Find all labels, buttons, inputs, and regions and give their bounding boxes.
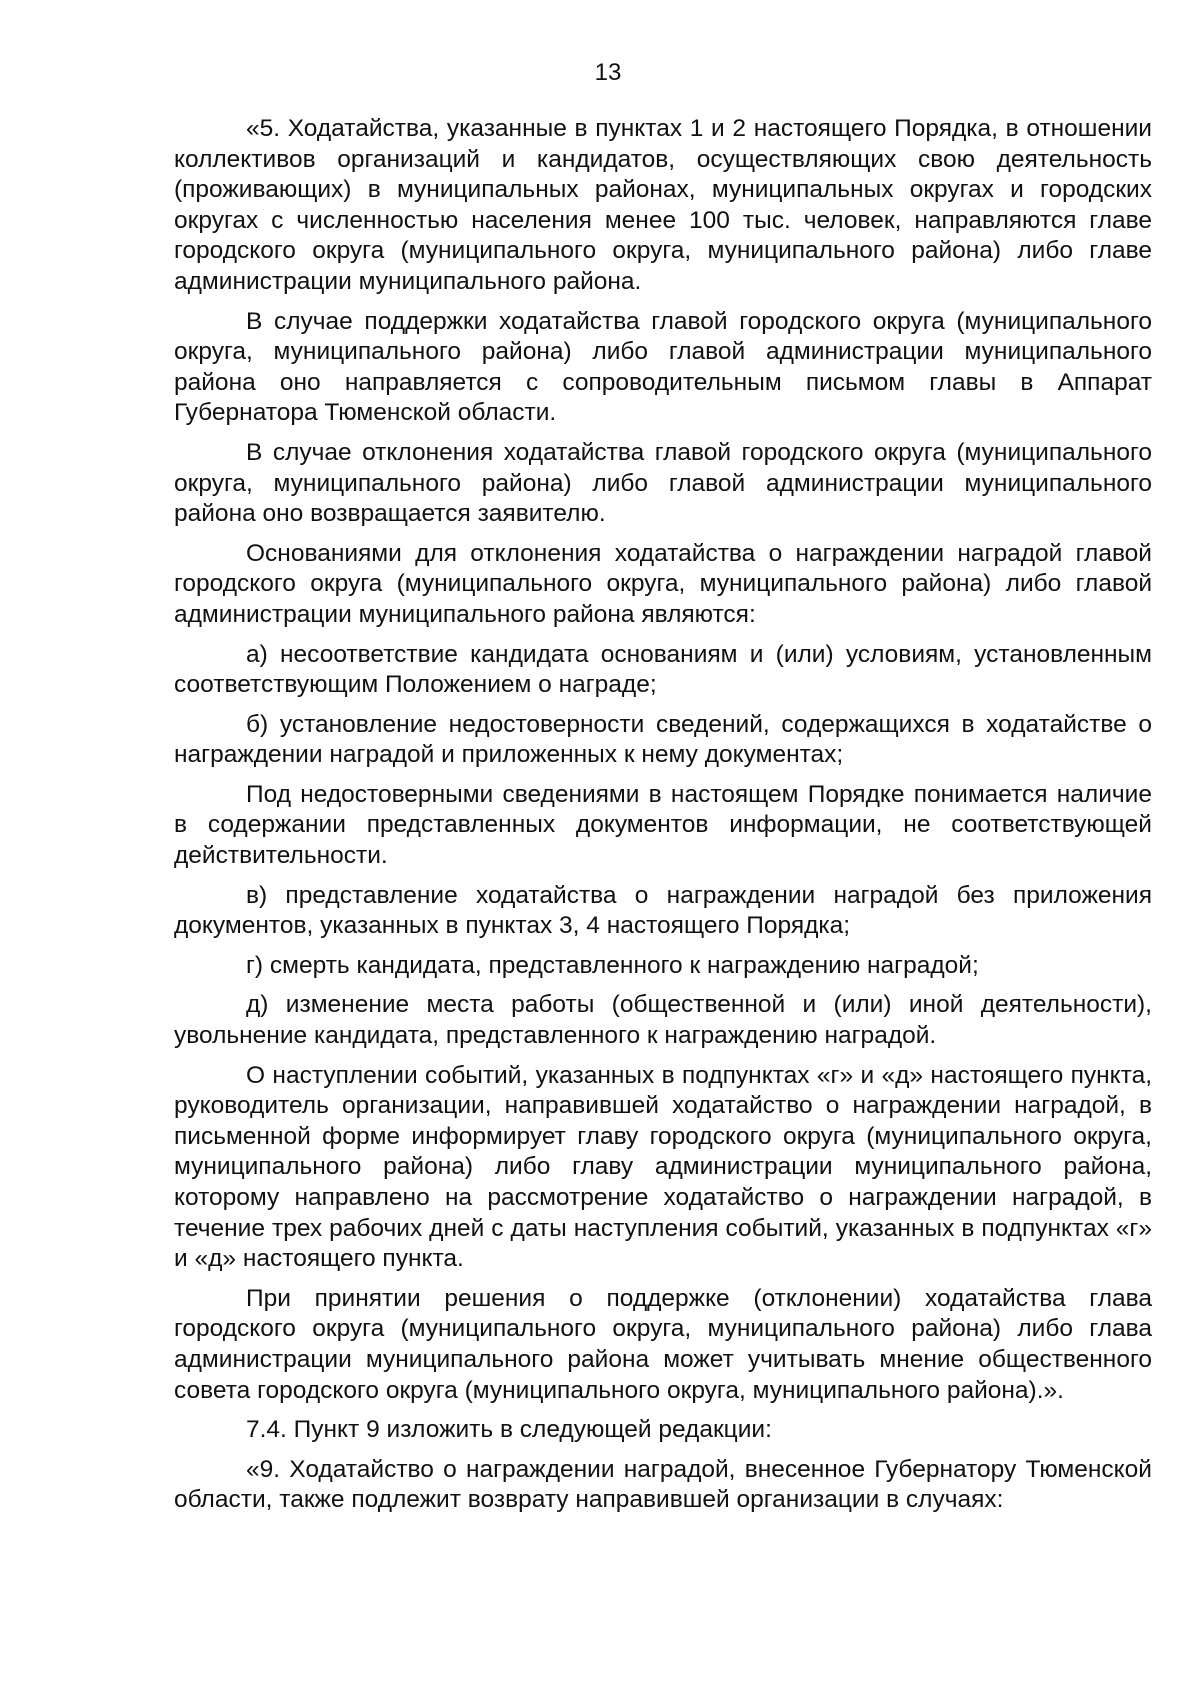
paragraph-events-notification: О наступлении событий, указанных в подпунктах «г» и «д» настоящего пункта, руководитель организации, направившей ходатайство о награждении наградой, в письменной форме информирует главу городского округа (муниципального округа, муниципального района) либо главу администрации муниципального района, которому направлено на рассмотрение ходатайство о награждении наградой, в течение трех рабочих дней с даты наступления событий, указанных в подпунктах «г» и «д» настоящего пункта.: [174, 1061, 1152, 1273]
paragraph-subitem-v: в) представление ходатайства о награждении наградой без приложения документов, указанных в пунктах 3, 4 настоящего Порядка;: [174, 881, 1152, 940]
paragraph-subitem-b: б) установление недостоверности сведений, содержащихся в ходатайстве о награждении наградой и приложенных к нему документах;: [174, 710, 1152, 769]
paragraph-support-case: В случае поддержки ходатайства главой городского округа (муниципального округа, муниципального района) либо главой администрации муниципального района оно направляется с сопроводительным письмом главы в Аппарат Губернатора Тюменской области.: [174, 307, 1152, 427]
paragraph-rejection-grounds: Основаниями для отклонения ходатайства о награждении наградой главой городского округа (муниципального округа, муниципального района) либо главой администрации муниципального района являются:: [174, 539, 1152, 628]
paragraph-rejection-case: В случае отклонения ходатайства главой городского округа (муниципального округа, муниципального района) либо главой администрации муниципального района оно возвращается заявителю.: [174, 438, 1152, 528]
paragraph-item-9-intro: «9. Ходатайство о награждении наградой, внесенное Губернатору Тюменской области, также подлежит возврату направившей организации в случаях:: [174, 1455, 1152, 1514]
paragraph-subitem-g: г) смерть кандидата, представленного к награждению наградой;: [246, 951, 979, 979]
paragraph-item-5-intro: «5. Ходатайства, указанные в пунктах 1 и 2 настоящего Порядка, в отношении коллективов организаций и кандидатов, осуществляющих свою деятельность (проживающих) в муниципальных районах, муниципальных округах и городских округах с численностью населения менее 100 тыс. человек, направляются главе городского округа (муниципального округа, муниципального района) либо главе администрации муниципального района.: [174, 115, 1152, 295]
paragraph-public-council-opinion: При принятии решения о поддержке (отклонении) ходатайства глава городского округа (муниципального округа, муниципального района) либо глава администрации муниципального района может учитывать мнение общественного совета городского округа (муниципального округа, муниципального района).».: [174, 1284, 1152, 1404]
paragraph-false-info-definition: Под недостоверными сведениями в настоящем Порядке понимается наличие в содержании представленных документов информации, не соответствующей действительности.: [174, 780, 1152, 870]
page-number: 13: [594, 59, 622, 86]
paragraph-amendment-7-4: 7.4. Пункт 9 изложить в следующей редакции:: [246, 1416, 772, 1444]
document-body: [174, 114, 1152, 1525]
paragraph-subitem-d: д) изменение места работы (общественной и (или) иной деятельности), увольнение кандидата, представленного к награждению наградой.: [174, 991, 1152, 1050]
paragraph-subitem-a: а) несоответствие кандидата основаниям и (или) условиям, установленным соответствующим Положением о награде;: [174, 640, 1152, 699]
